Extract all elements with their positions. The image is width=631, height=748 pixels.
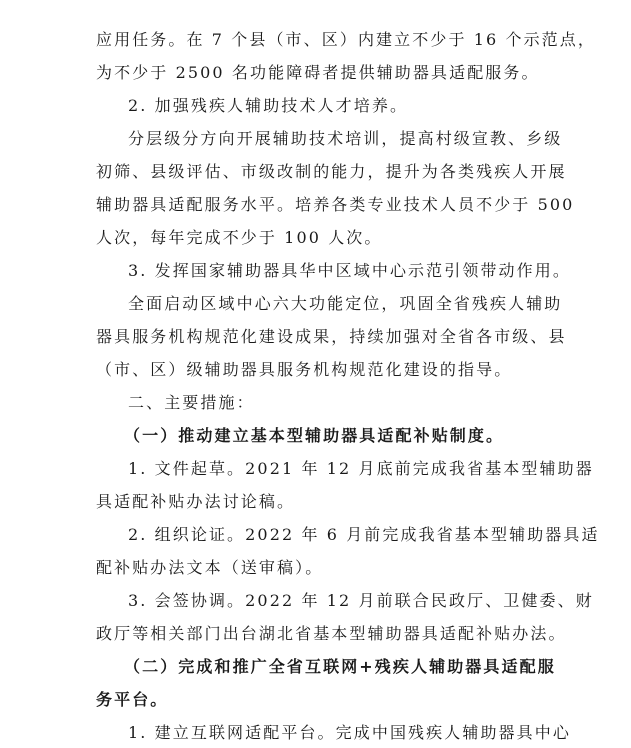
text-line-16: 2. 组织论证。2022 年 6 月前完成我省基本型辅助器具适 xyxy=(128,525,600,544)
text-line-22: 1. 建立互联网适配平台。完成中国残疾人辅助器具中心 xyxy=(128,723,571,742)
text-line-7: 人次，每年完成不少于 100 人次。 xyxy=(96,228,383,247)
text-line-11: （市、区）级辅助器具服务机构规范化建设的指导。 xyxy=(96,360,513,379)
text-line-17: 配补贴办法文本（送审稿）。 xyxy=(96,558,324,577)
text-line-1: 应用任务。在 7 个县（市、区）内建立不少于 16 个示范点， xyxy=(96,30,596,49)
text-line-14: 1. 文件起草。2021 年 12 月底前完成我省基本型辅助器 xyxy=(128,459,594,478)
subsection-heading-2: （二）完成和推广全省互联网+残疾人辅助器具适配服 xyxy=(124,657,556,676)
text-line-6: 辅助器具适配服务水平。培养各类专业技术人员不少于 500 xyxy=(96,195,575,214)
text-line-9: 全面启动区域中心六大功能定位，巩固全省残疾人辅助 xyxy=(128,294,563,313)
text-line-10: 器具服务机构规范化建设成果，持续加强对全省各市级、县 xyxy=(96,327,567,346)
subsection-heading-2-cont: 务平台。 xyxy=(96,690,169,709)
subsection-heading-1: （一）推动建立基本型辅助器具适配补贴制度。 xyxy=(124,426,505,445)
text-line-19: 政厅等相关部门出台湖北省基本型辅助器具适配补贴办法。 xyxy=(96,624,567,643)
item-heading-2: 2. 加强残疾人辅助技术人才培养。 xyxy=(128,96,409,115)
text-line-4: 分层级分方向开展辅助技术培训，提高村级宣教、乡级 xyxy=(128,129,563,148)
text-line-5: 初筛、县级评估、市级改制的能力，提升为各类残疾人开展 xyxy=(96,162,567,181)
section-heading-measures: 二、主要措施： xyxy=(128,393,255,412)
item-heading-3: 3. 发挥国家辅助器具华中区域中心示范引领带动作用。 xyxy=(128,261,571,280)
text-line-2: 为不少于 2500 名功能障碍者提供辅助器具适配服务。 xyxy=(96,63,540,82)
text-line-18: 3. 会签协调。2022 年 12 月前联合民政厅、卫健委、财 xyxy=(128,591,594,610)
text-line-15: 具适配补贴办法讨论稿。 xyxy=(96,492,296,511)
